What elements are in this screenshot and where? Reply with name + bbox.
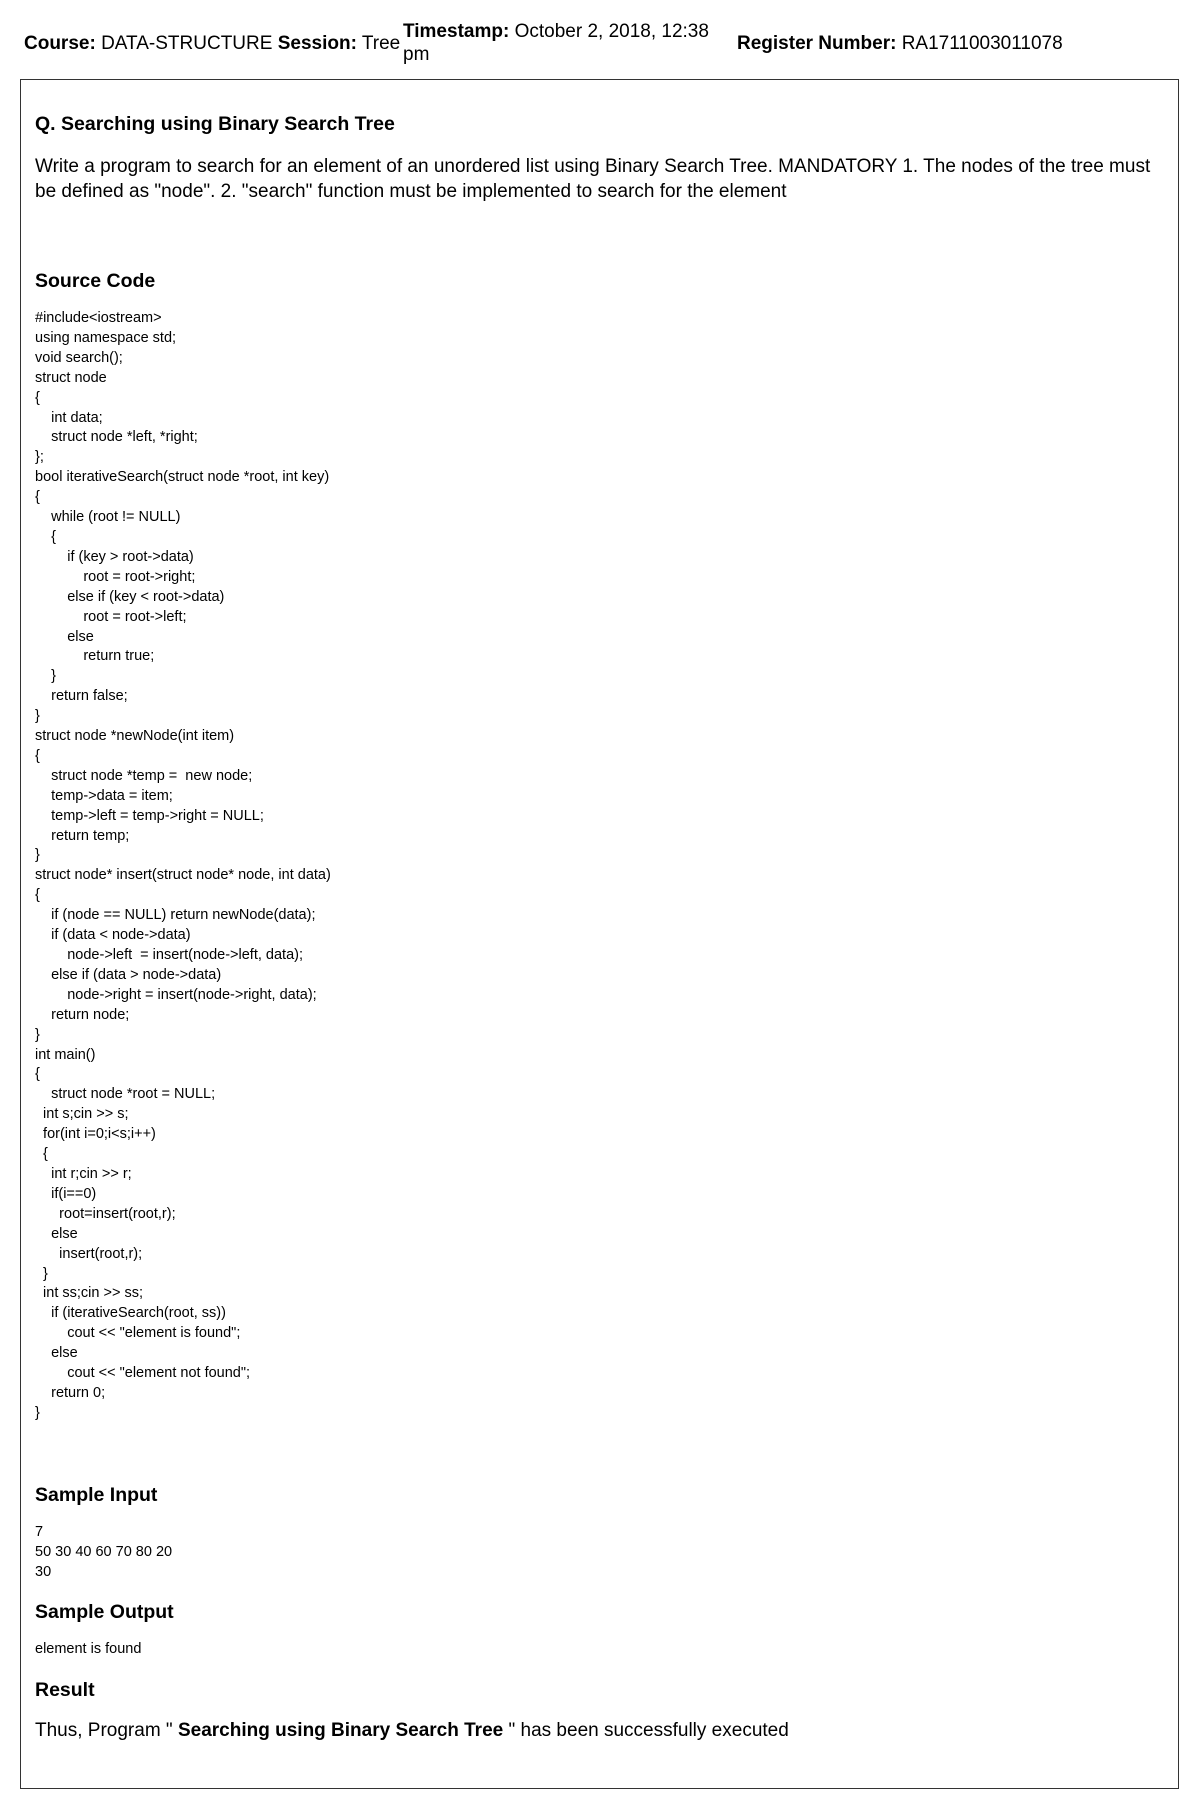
- question-description: Write a program to search for an element of an unordered list using Binary Search Tree. MANDATORY 1. The nodes of the tree must be defined as "node". 2. "search" function must be implemented to search for the element: [35, 156, 1151, 202]
- result-suffix: " has been successfully executed: [503, 1720, 789, 1742]
- result-heading: Result: [35, 1679, 95, 1702]
- timestamp-label: Timestamp:: [403, 21, 510, 42]
- timestamp-value: October 2, 2018, 12:38 pm: [403, 21, 709, 65]
- report-header: [0, 0, 1200, 76]
- sample-input-heading: Sample Input: [35, 1483, 158, 1506]
- question-card: [20, 79, 1179, 1789]
- timestamp-info: [403, 20, 733, 66]
- sample-output-heading: Sample Output: [35, 1601, 174, 1624]
- question-content: [35, 112, 1165, 1743]
- source-code-block: #include<iostream> using namespace std; void search(); struct node { int data; struct node *left, *right; }; bool iterativeSearch(struct node *root, int key) { while (root != NULL) { if (key > root->data) root = root->right; else if (key < root->data) root = root->left; else return true; } return false; } struct node *newNode(int item) { struct node *temp = new node; temp->data = item; temp->left = temp->right = NULL; return temp; } struct node* insert(struct node* node, int data) { if (node == NULL) return newNode(data); if (data < node->data) node->left = insert(node->left, data); else if (data > node->data) node->right = insert(node->right, data); return node; } int main() { struct node *root = NULL; int s;cin >> s; for(int i=0;i<s;i++) { int r;cin >> r; if(i==0) root=insert(root,r); else insert(root,r); } int ss;cin >> ss; if (iterativeSearch(root, ss)) cout << "element is found"; else cout << "element not found"; return 0; }: [35, 310, 331, 1421]
- result-statement: [35, 1719, 1165, 1743]
- sample-input-block: 7 50 30 40 60 70 80 20 30: [35, 1523, 173, 1580]
- register-info: [737, 32, 1063, 55]
- result-program-name: Searching using Binary Search Tree: [177, 1720, 504, 1742]
- sample-output-block: element is found: [35, 1641, 142, 1658]
- session-value: Tree: [361, 33, 401, 54]
- source-code-heading: Source Code: [35, 270, 156, 292]
- register-label: Register Number:: [737, 33, 897, 54]
- course-label: Course:: [24, 33, 96, 54]
- course-session-info: [24, 32, 400, 55]
- question-title: Q. Searching using Binary Search Tree: [35, 113, 395, 135]
- session-label: Session:: [277, 33, 357, 54]
- result-prefix: Thus, Program ": [35, 1720, 178, 1742]
- course-value: DATA-STRUCTURE: [101, 33, 273, 54]
- register-value: RA1711003011078: [901, 33, 1063, 54]
